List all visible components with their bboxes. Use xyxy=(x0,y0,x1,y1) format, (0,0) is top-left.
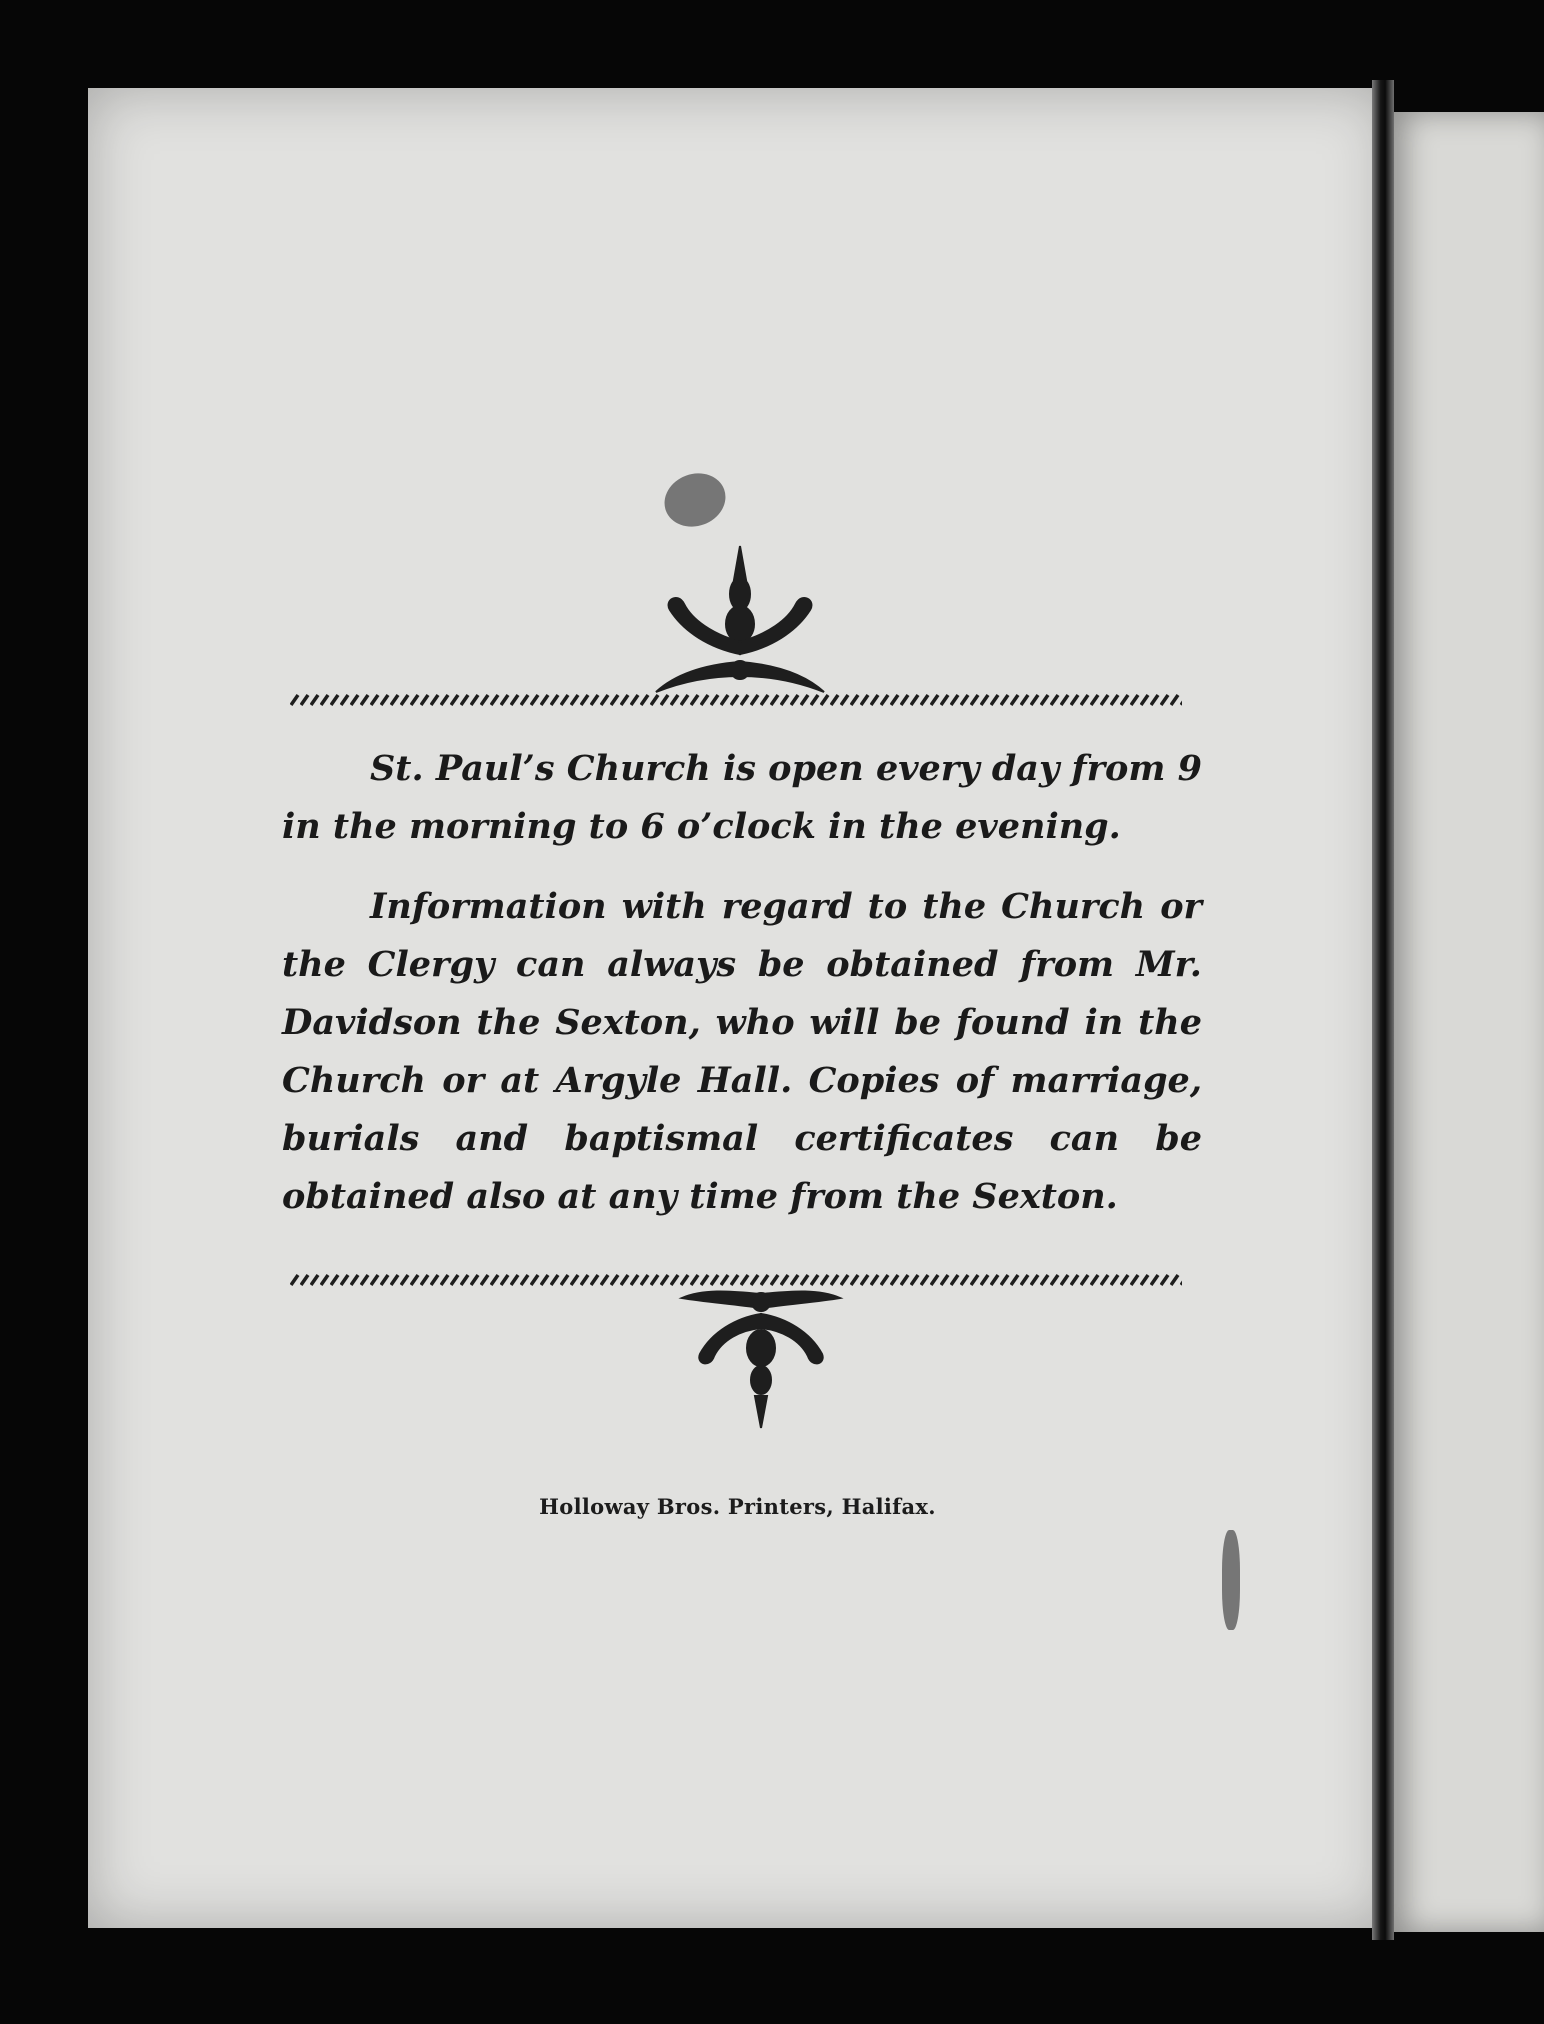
information-paragraph: Information with regard to the Church or the Clergy can always be obtained from Mr. Davidson the Sexton, who will be found in the Church or at Argyle Hall. Copies of marriage, burials and baptismal certificates can be obtained also at any time from the Sexton. xyxy=(282,886,1202,1217)
stain-mark xyxy=(1222,1530,1240,1630)
book-gutter xyxy=(1372,80,1394,1940)
top-divider-rule xyxy=(290,694,1182,706)
printer-imprint: Holloway Bros. Printers, Halifax. xyxy=(539,1494,936,1519)
facing-page-edge xyxy=(1394,112,1544,1932)
bottom-ornament xyxy=(676,1284,846,1430)
top-ornament xyxy=(650,544,830,702)
opening-hours-paragraph: St. Paul’s Church is open every day from 9 in the morning to 6 o’clock in the evening. xyxy=(282,748,1202,847)
